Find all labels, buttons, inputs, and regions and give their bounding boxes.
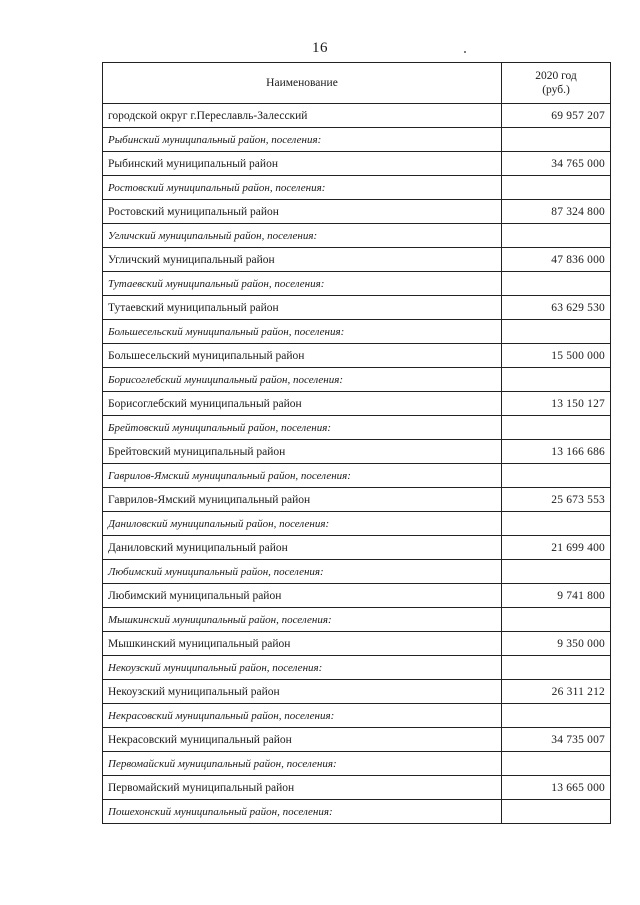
row-amount: 25 673 553 (502, 488, 611, 512)
row-amount (502, 416, 611, 440)
row-amount (502, 368, 611, 392)
budget-table (102, 62, 611, 824)
row-name: Гаврилов-Ямский муниципальный район (103, 488, 502, 512)
row-amount: 34 765 000 (502, 152, 611, 176)
row-amount (502, 272, 611, 296)
table-row-section (103, 560, 611, 584)
row-name: Первомайский муниципальный район, поселения: (103, 752, 502, 776)
table-row (103, 536, 611, 560)
row-amount (502, 752, 611, 776)
table-row-section (103, 128, 611, 152)
row-name: Пошехонский муниципальный район, поселения: (103, 800, 502, 824)
row-amount: 15 500 000 (502, 344, 611, 368)
column-header-name: Наименование (103, 63, 502, 104)
row-amount (502, 512, 611, 536)
row-amount: 9 350 000 (502, 632, 611, 656)
row-name: Большесельский муниципальный район, поселения: (103, 320, 502, 344)
row-name: Некоузский муниципальный район (103, 680, 502, 704)
table-row-section (103, 224, 611, 248)
scan-speck (464, 51, 466, 53)
table-row-section (103, 656, 611, 680)
row-name: Борисоглебский муниципальный район, поселения: (103, 368, 502, 392)
row-name: городской округ г.Переславль-Залесский (103, 104, 502, 128)
table-row (103, 632, 611, 656)
row-name: Некрасовский муниципальный район, поселения: (103, 704, 502, 728)
table-row (103, 152, 611, 176)
row-amount: 63 629 530 (502, 296, 611, 320)
page-number: 16 (312, 40, 328, 56)
row-amount: 9 741 800 (502, 584, 611, 608)
row-name: Рыбинский муниципальный район (103, 152, 502, 176)
table-row-section (103, 512, 611, 536)
row-amount: 34 735 007 (502, 728, 611, 752)
column-header-amount-unit: (руб.) (542, 84, 570, 96)
table-row (103, 200, 611, 224)
row-name: Даниловский муниципальный район, поселения: (103, 512, 502, 536)
table-header-row (103, 63, 611, 104)
table-row (103, 728, 611, 752)
column-header-amount-year: 2020 год (535, 70, 577, 82)
table-row (103, 344, 611, 368)
row-name: Любимский муниципальный район, поселения: (103, 560, 502, 584)
row-name: Большесельский муниципальный район (103, 344, 502, 368)
row-name: Некрасовский муниципальный район (103, 728, 502, 752)
row-amount: 47 836 000 (502, 248, 611, 272)
table-row-section (103, 368, 611, 392)
table-row-section (103, 464, 611, 488)
table-row-section (103, 800, 611, 824)
table-row (103, 392, 611, 416)
row-amount (502, 128, 611, 152)
row-name: Ростовский муниципальный район, поселения: (103, 176, 502, 200)
row-amount (502, 464, 611, 488)
row-name: Рыбинский муниципальный район, поселения: (103, 128, 502, 152)
table-row-section (103, 320, 611, 344)
table-row (103, 584, 611, 608)
table-row (103, 680, 611, 704)
row-amount: 87 324 800 (502, 200, 611, 224)
table-row (103, 248, 611, 272)
row-name: Мышкинский муниципальный район (103, 632, 502, 656)
table-row (103, 776, 611, 800)
row-amount (502, 320, 611, 344)
row-name: Ростовский муниципальный район (103, 200, 502, 224)
row-name: Некоузский муниципальный район, поселения: (103, 656, 502, 680)
row-amount (502, 800, 611, 824)
row-amount (502, 224, 611, 248)
table-row (103, 440, 611, 464)
column-header-amount (502, 63, 611, 104)
table-row-section (103, 176, 611, 200)
table-row (103, 488, 611, 512)
row-name: Брейтовский муниципальный район (103, 440, 502, 464)
table-row-section (103, 608, 611, 632)
row-name: Тутаевский муниципальный район, поселения: (103, 272, 502, 296)
row-name: Брейтовский муниципальный район, поселения: (103, 416, 502, 440)
row-name: Любимский муниципальный район (103, 584, 502, 608)
table-row (103, 104, 611, 128)
table-row-section (103, 704, 611, 728)
table-row (103, 296, 611, 320)
row-amount (502, 608, 611, 632)
row-name: Мышкинский муниципальный район, поселения: (103, 608, 502, 632)
row-amount: 69 957 207 (502, 104, 611, 128)
row-name: Угличский муниципальный район (103, 248, 502, 272)
table-row-section (103, 272, 611, 296)
row-name: Тутаевский муниципальный район (103, 296, 502, 320)
row-name: Угличский муниципальный район, поселения: (103, 224, 502, 248)
row-name: Даниловский муниципальный район (103, 536, 502, 560)
row-amount (502, 704, 611, 728)
row-name: Гаврилов-Ямский муниципальный район, поселения: (103, 464, 502, 488)
row-name: Борисоглебский муниципальный район (103, 392, 502, 416)
row-amount: 13 166 686 (502, 440, 611, 464)
table-body (103, 104, 611, 824)
row-amount: 21 699 400 (502, 536, 611, 560)
row-amount: 26 311 212 (502, 680, 611, 704)
row-amount (502, 176, 611, 200)
table-row-section (103, 752, 611, 776)
row-amount (502, 656, 611, 680)
row-name: Первомайский муниципальный район (103, 776, 502, 800)
row-amount (502, 560, 611, 584)
row-amount: 13 665 000 (502, 776, 611, 800)
row-amount: 13 150 127 (502, 392, 611, 416)
table-row-section (103, 416, 611, 440)
